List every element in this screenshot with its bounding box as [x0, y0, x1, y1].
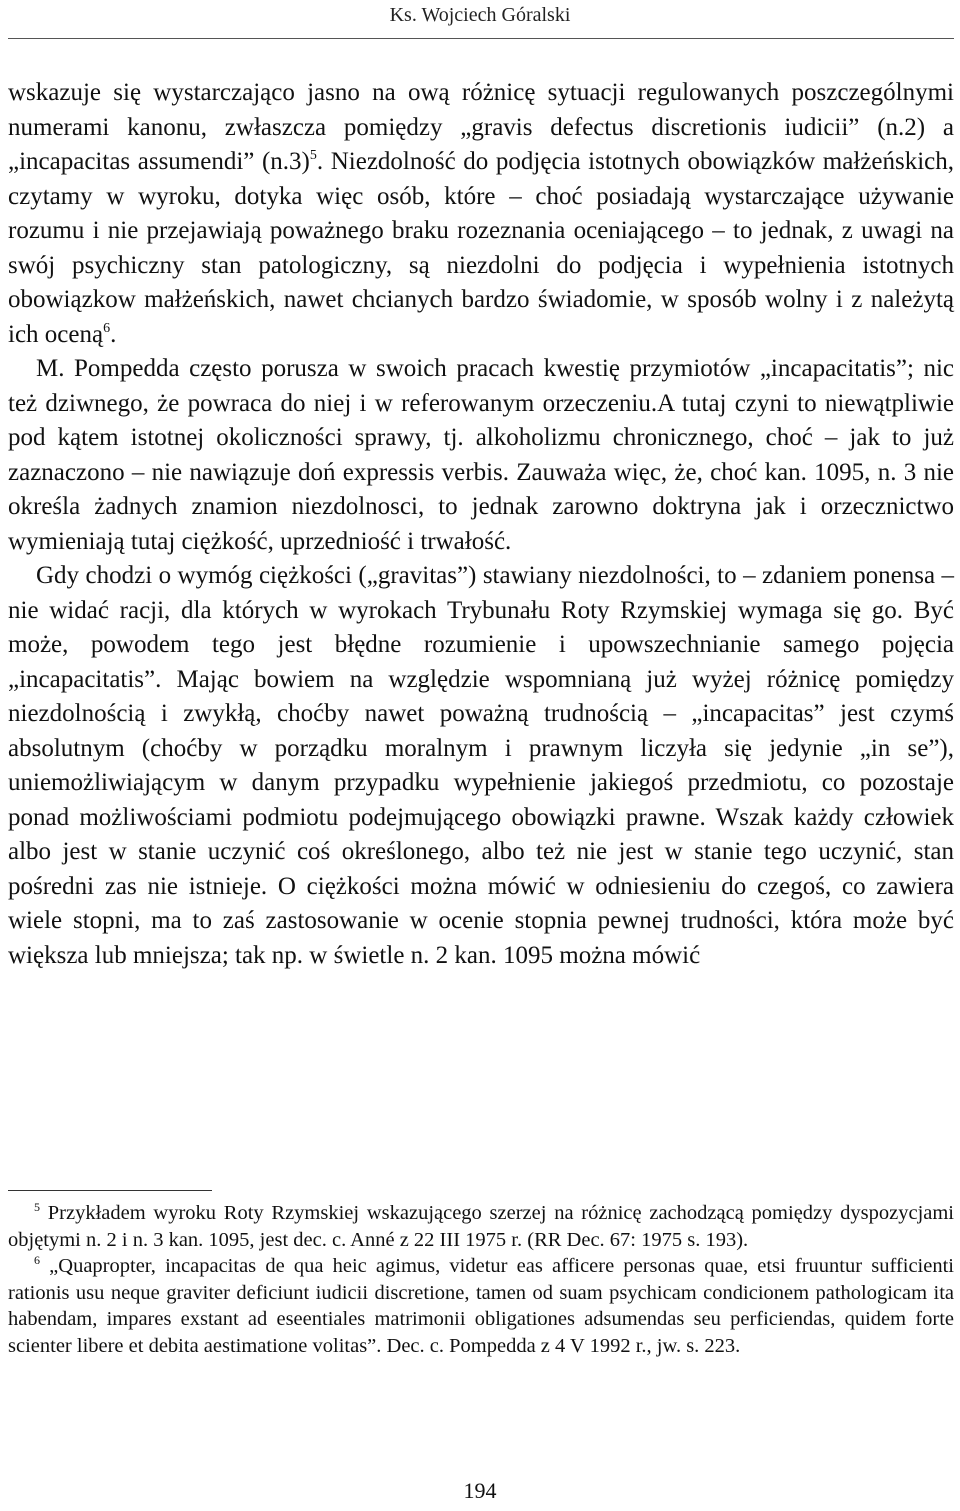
- paragraph-1-text-c: .: [110, 320, 117, 348]
- footnote-6: [8, 1253, 954, 1359]
- running-head: Ks. Wojciech Góralski: [389, 4, 571, 26]
- footnote-5: [8, 1200, 954, 1253]
- footnote-6-text: „Quapropter, incapacitas de qua heic agimus, videtur eas afficere personas quae, etsi fruuntur sufficienti rationis usu neque graviter deficiunt iudicii discretione, tamen od suam psychicam condicionem pathologicam ita habendam, impares exstant ad eseentiales matrimonii obligationes adsumendas seu perficiendas, quidem forte scienter libere et debita aestimatione volitas”. Dec. c. Pompedda z 4 V 1992 r., jw. s. 223.: [8, 1255, 954, 1357]
- footnote-rule: [8, 1190, 212, 1191]
- main-text: [8, 76, 954, 973]
- paragraph-1-text-b: . Niezdolność do podjęcia istotnych obowiązków małżeńskich, czytamy w wyroku, dotyka więc osób, które – choć posiadają wystarczające używanie rozumu i nie przejawiają poważnego braku rozeznania oceniającego – to jednak, z uwagi na swój psychiczny stan patologiczny, są niezdolni do podjęcia i wypełnienia istotnych obowiązkow małżeńskich, nawet chcianych bardzo świadomie, w sposób wolny i z należytą ich oceną: [8, 148, 954, 348]
- paragraph-1-text-a: wskazuje się wystarczająco jasno na ową różnicę sytuacji regulowanych poszczególnymi numerami kanonu, zwłaszcza pomiędzy „gravis defectus discretionis iudicii” (n.2) a „incapacitas assumendi” (n.3): [8, 79, 954, 175]
- footnote-5-text: Przykładem wyroku Roty Rzymskiej wskazującego szerzej na różnicę zachodzącą pomiędzy dyspozycjami objętymi n. 2 i n. 3 kan. 1095, jest dec. c. Anné z 22 III 1975 r. (RR Dec. 67: 1975 s. 193).: [8, 1202, 955, 1251]
- footnote-ref-6: 6: [103, 320, 111, 336]
- header-rule: [8, 38, 954, 39]
- footnote-6-number: 6: [34, 1253, 40, 1267]
- page-number: 194: [463, 1478, 497, 1503]
- footnote-5-number: 5: [34, 1200, 40, 1214]
- paragraph-2: M. Pompedda często porusza w swoich pracach kwestię przymiotów „incapacitatis”; nic też dziwnego, że powraca do niej i w referowanym orzeczeniu.A tutaj czyni to niewątpliwie pod kątem istotnej okoliczności sprawy, tj. alkoholizmu chronicznego, choć – jak to już zaznaczono – nie nawiązuje doń expressis verbis. Zauważa więc, że, choć kan. 1095, n. 3 nie określa żadnych znamion niezdolnosci, to jednak zarowno doktryna jak i orzecznictwo wymieniają tutaj ciężkość, uprzedniość i trwałość.: [8, 355, 954, 555]
- footnotes: [8, 1200, 954, 1359]
- paragraph-3: Gdy chodzi o wymóg ciężkości („gravitas”) stawiany niezdolności, to – zdaniem ponensa – nie widać racji, dla których w wyrokach Trybunału Roty Rzymskiej wymaga się go. Być może, powodem tego jest błędne rozumienie i upowszechnianie samego pojęcia „incapacitatis”. Mając bowiem na względzie wspomnianą już wyżej różnicę pomiędzy niezdolnością i zwykłą, choćby nawet poważną trudnością – „incapacitas” jest czymś absolutnym (choćby w porządku moralnym i prawnym liczyła się jedynie „in se”), uniemożliwiającym w danym przypadku wypełnienie jakiegoś przedmiotu, co pozostaje ponad możliwościami podmiotu podejmującego obowiązki prawne. Wszak każdy człowiek albo jest w stanie uczynić coś określonego, albo też nie jest w stanie tego uczynić, stan pośredni zas nie istnieje. O ciężkości można mówić w odniesieniu do czegoś, co zawiera wiele stopni, ma to zaś zastosowanie w ocenie stopnia pewnej trudności, która może być większa lub mniejsza; tak np. w świetle n. 2 kan. 1095 można mówić: [8, 562, 954, 969]
- footnote-ref-5: 5: [309, 148, 317, 163]
- paragraph-1: [8, 76, 954, 352]
